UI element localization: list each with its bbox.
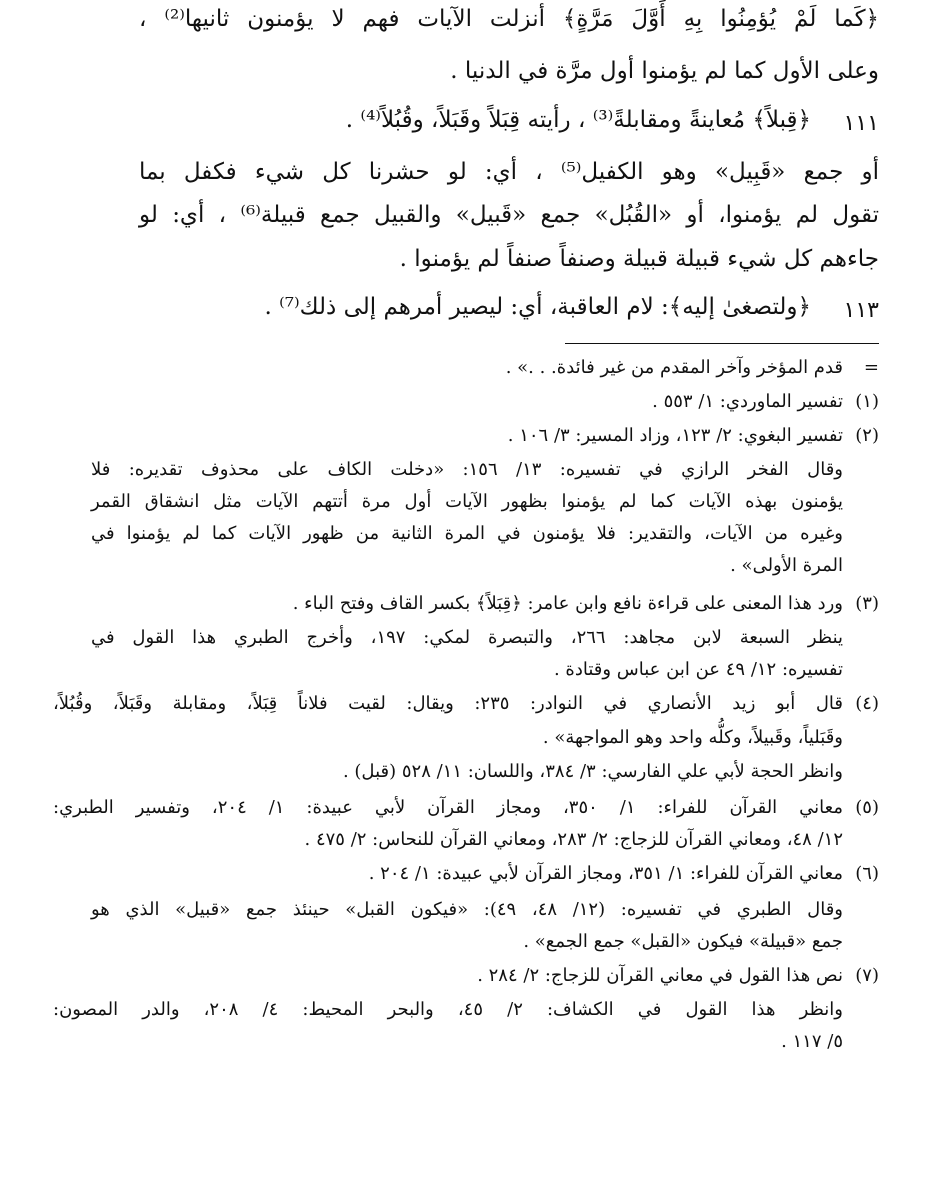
- body-line-5: جاءهم كل شيء قبيلة قبيلة وصنفاً صنفاً لم يؤمنوا .: [399, 246, 879, 272]
- footnote-5-line-2: ١٢/ ٤٨، ومعاني القرآن للزجاج: ٢/ ٢٨٣، ومعاني القرآن للنحاس: ٢/ ٤٧٥ .: [304, 829, 843, 850]
- footnote-number-4: (٤): [855, 693, 879, 714]
- footnote-7-line-1: نص هذا القول في معاني القرآن للزجاج: ٢/ ٢٨٤ .: [477, 965, 843, 986]
- footnote-7-line-2: وانظر هذا القول في الكشاف: ٢/ ٤٥، والبحر المحيط: ٤/ ٢٠٨، والدر المصون:: [53, 999, 843, 1020]
- footnote-2-line-2: وقال الفخر الرازي في تفسيره: ١٣/ ١٥٦: «دخلت الكاف على محذوف تقديره: فلا: [91, 459, 843, 480]
- verse-number-111: ١١١: [843, 111, 879, 136]
- footnote-4-line-2: وقَبَلياً، وقَبيلاً، وكلُّه واحد وهو المواجهة» .: [542, 727, 843, 748]
- footnote-6-line-3: جمع «قبيلة» فيكون «القبل» جمع الجمع» .: [523, 931, 843, 952]
- footnote-2-line-5: المرة الأولى» .: [730, 555, 843, 576]
- footnote-1-line-1: تفسير الماوردي: ١/ ٥٥٣ .: [652, 391, 843, 412]
- footnote-continuation-text: قدم المؤخر وآخر المقدم من غير فائدة. . .» .: [505, 357, 843, 378]
- footnote-number-3: (٣): [855, 593, 879, 614]
- footnote-4-line-1: قال أبو زيد الأنصاري في النوادر: ٢٣٥: ويقال: لقيت فلاناً قِبَلاً، ومقابلة وقَبَلاً، وقُبُلاً،: [53, 693, 843, 714]
- footnote-7-line-3: ٥/ ١١٧ .: [781, 1031, 843, 1052]
- footnote-3-line-3: تفسيره: ١٢/ ٤٩ عن ابن عباس وقتادة .: [553, 659, 843, 680]
- verse-text-113: ﴿ولتصغىٰ إليه﴾: لام العاقبة، أي: ليصير أمرهم إلى ذلك⁽⁷⁾ .: [264, 294, 811, 320]
- footnote-2-line-3: يؤمنون بهذه الآيات كما لم يؤمنوا بظهور الآيات أول مرة أتتهم الآيات مثل انشقاق القمر: [91, 491, 843, 512]
- body-line-3: أو جمع «قَبِيل» وهو الكفيل⁽⁵⁾ ، أي: لو حشرنا كل شيء فكفل بما: [139, 159, 879, 185]
- footnote-5-line-1: معاني القرآن للفراء: ١/ ٣٥٠، ومجاز القرآن لأبي عبيدة: ١/ ٢٠٤، وتفسير الطبري:: [53, 797, 843, 818]
- footnote-divider: [565, 343, 879, 344]
- footnote-number-2: (٢): [855, 425, 879, 446]
- footnote-3-line-1: ورد هذا المعنى على قراءة نافع وابن عامر: ﴿قِبَلاً﴾ بكسر القاف وفتح الباء .: [292, 593, 843, 614]
- body-line-1: ﴿كَما لَمْ يُؤمِنُوا بِهِ أَوَّلَ مَرَّةٍ﴾ أنزلت الآيات فهم لا يؤمنون ثانيها⁽²⁾ ،: [139, 6, 880, 32]
- footnote-number-1: (١): [855, 391, 879, 412]
- footnote-2-line-1: تفسير البغوي: ٢/ ١٢٣، وزاد المسير: ٣/ ١٠٦ .: [507, 425, 843, 446]
- verse-number-113: ١١٣: [843, 298, 879, 323]
- body-line-4: تقول لم يؤمنوا، أو «القُبُل» جمع «قَبيل» والقبيل جمع قبيلة⁽⁶⁾ ، أي: لو: [139, 202, 879, 228]
- footnote-continuation-mark: =: [863, 357, 879, 378]
- footnote-number-5: (٥): [855, 797, 879, 818]
- footnote-4-line-3: وانظر الحجة لأبي علي الفارسي: ٣/ ٣٨٤، واللسان: ١١/ ٥٢٨ (قبل) .: [342, 761, 843, 782]
- footnote-number-7: (٧): [855, 965, 879, 986]
- footnote-6-line-2: وقال الطبري في تفسيره: (١٢/ ٤٨، ٤٩): «فيكون القبل» حينئذ جمع «قبيل» الذي هو: [91, 899, 843, 920]
- footnote-6-line-1: معاني القرآن للفراء: ١/ ٣٥١، ومجاز القرآن لأبي عبيدة: ١/ ٢٠٤ .: [368, 863, 843, 884]
- footnote-2-line-4: وغيره من الآيات، والتقدير: فلا يؤمنون في المرة الثانية من ظهور الآيات كما لم يؤمنوا في: [91, 523, 843, 544]
- footnote-3-line-2: ينظر السبعة لابن مجاهد: ٢٦٦، والتبصرة لمكي: ١٩٧، وأخرج الطبري هذا القول في: [91, 627, 844, 648]
- body-line-2: وعلى الأول كما لم يؤمنوا أول مرَّة في الدنيا .: [450, 58, 879, 84]
- footnote-number-6: (٦): [855, 863, 879, 884]
- verse-text-111: ﴿قِبلاً﴾ مُعاينةً ومقابلةً⁽³⁾ ، رأيته قِبَلاً وقَبَلاً، وقُبُلاً⁽⁴⁾ .: [345, 107, 811, 133]
